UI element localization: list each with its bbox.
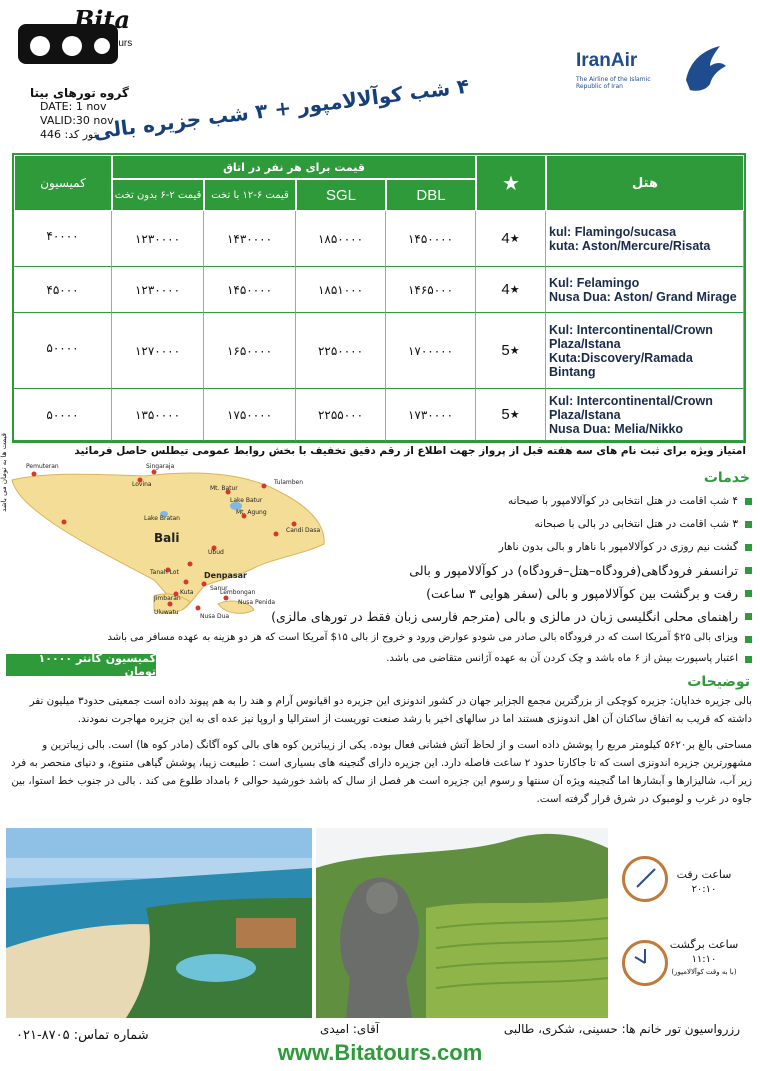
description-title: توضیحات <box>687 674 750 690</box>
map-label: Jimbaran <box>154 595 181 602</box>
row-4-hotel-line-3: Nusa Dua: Melia/Nikko <box>549 421 684 436</box>
table-row-2-dbl: ۱۴۶۵۰۰۰ <box>386 267 476 313</box>
header-sgl: SGL <box>296 179 386 211</box>
row-4-hotel-line-2: Plaza/Istana <box>549 407 621 422</box>
row-3-star-count: 5 <box>501 342 510 359</box>
table-row-4-stars <box>476 389 546 441</box>
map-label: Candi Dasa <box>286 527 321 534</box>
tour-valid: VALID:30 nov <box>40 114 114 127</box>
page-title: ۴ شب کوآلالامپور + ۳ شب جزیره بالی <box>91 73 471 144</box>
row-4-star-count: 5 <box>501 406 510 423</box>
bita-logo-text: Bita <box>74 6 131 34</box>
table-row-3-dbl: ۱۷۰۰۰۰۰ <box>386 313 476 389</box>
bita-logo-sub: tours <box>110 38 133 49</box>
reservation-mr: آقای: امیدی <box>320 1022 380 1036</box>
website-link[interactable]: www.Bitatours.com <box>277 1040 483 1065</box>
table-row-3-hotel <box>546 313 744 389</box>
iranair-logo <box>572 40 732 100</box>
header-child-nobed: قیمت ۲-۶ بدون تخت <box>112 179 204 211</box>
map-label: Sanur <box>210 585 228 592</box>
map-label: Mt. Agung <box>236 509 267 516</box>
table-row-2-hotel <box>546 267 744 313</box>
table-row-4-child-nobed: ۱۳۵۰۰۰۰ <box>112 389 204 441</box>
services-list <box>240 490 752 628</box>
return-time: ۱۱:۱۰ <box>691 954 717 965</box>
header-price-group: قیمت برای هر نفر در اتاق <box>112 155 476 179</box>
row-1-hotel-line-1: kul: Flamingo/sucasa <box>549 224 677 239</box>
star-icon: ★ <box>509 345 520 357</box>
map-label: Lovina <box>132 481 152 488</box>
map-label: Lake Batur <box>230 497 263 504</box>
table-row-4-sgl: ۲۲۵۵۰۰۰ <box>296 389 386 441</box>
header-child-bed: قیمت ۶-۱۲ با تخت <box>204 179 296 211</box>
airline-name: IranAir <box>576 50 638 71</box>
table-row-2-sgl: ۱۸۵۱۰۰۰ <box>296 267 386 313</box>
currency-note <box>0 345 12 512</box>
table-row-1-commission: ۴۰۰۰۰ <box>14 211 112 267</box>
table-row-1-stars <box>476 211 546 267</box>
header-hotel: هتل <box>546 155 744 211</box>
service-item: ترانسفر فرودگاهی(فرودگاه–هتل–فرودگاه) در کوآلالامپور و بالی <box>240 559 752 582</box>
commission-badge: کمیسیون کانتر ۱۰۰۰۰ تومان <box>6 654 156 676</box>
table-row-3-commission: ۵۰۰۰۰ <box>14 313 112 389</box>
services-title: خدمات <box>703 470 750 486</box>
row-3-hotel-line-3: Kuta:Discovery/Ramada <box>549 350 693 365</box>
star-icon: ★ <box>509 284 520 296</box>
service-item: ویزای بالی ۲۵$ آمریکا است که در فرودگاه بالی صادر می شودو عوارض ورود و خروج از بالی ۱۵$ آمریکا است که هر دو هزینه به عهده مسافر می باشد <box>8 628 752 648</box>
description-body <box>8 692 752 808</box>
beach-photo <box>6 828 312 1018</box>
service-item: اعتبار پاسپورت بیش از ۶ ماه باشد و چک کردن آن به عهده آژانس متقاضی می باشد. <box>152 648 752 670</box>
map-label: Singaraja <box>146 463 175 470</box>
tour-code: تور کد: 446 <box>40 128 97 141</box>
return-note: (با به وقت کوآلالامپور) <box>671 968 737 976</box>
description-paragraph: مساحتی بالغ بر۵۶۲۰ کیلومتر مربع را پوشش داده است و از لحاظ آتش فشانی فعال بوده. یکی از زیباترین کوه های بالی کوه آگانگ (مادر کوه ها) است. بالی زیباترین و مشهورترین جزیره اندونزی است که تا جاکارتا حدود ۲ ساعت فاصله دارد. این جزیره دارای گنجینه های بسیاری است : طبیعت زیبا، پوشش گیاهی متنوع، و دنیای منحصر به فرد زیر آب، شالیزارها و آبشارها اما گنجینه ویژه آن سنتها و رسوم این جزیره است هر فصل از سال که باشد خورشید حوالی ۶ بامداد طلوع می کند . بالی در جنوب خط استوا، بین جاوه در غرب و لومبوک در شرق قرار گرفته است. <box>10 739 752 805</box>
currency-note-text: قیمت ها به تومان می باشد <box>0 433 8 512</box>
table-row-2-child-bed: ۱۴۵۰۰۰۰ <box>204 267 296 313</box>
table-row-4-hotel <box>546 389 744 441</box>
homa-bird-icon <box>680 40 730 96</box>
table-row-2-stars <box>476 267 546 313</box>
row-2-hotel-line-1: Kul: Felamingo <box>549 275 640 290</box>
table-row-2-commission: ۴۵۰۰۰ <box>14 267 112 313</box>
star-icon: ★ <box>509 233 520 245</box>
tour-date: DATE: 1 nov <box>40 100 107 113</box>
service-item: راهنمای محلی انگلیسی زبان در مالزی و بالی (مترجم فارسی زبان فقط در تورهای مالزی) <box>240 605 752 628</box>
table-row-3-child-nobed: ۱۲۷۰۰۰۰ <box>112 313 204 389</box>
return-label: ساعت برگشت <box>669 938 739 951</box>
map-label: Nusa Dua <box>200 613 230 620</box>
map-label: Pemuteran <box>26 463 59 470</box>
map-label: Nusa Penida <box>238 599 276 606</box>
price-table <box>12 153 746 443</box>
header-dbl: DBL <box>386 179 476 211</box>
row-1-hotel-line-2: kuta: Aston/Mercure/Risata <box>549 238 711 253</box>
table-row-1-child-bed: ۱۴۳۰۰۰۰ <box>204 211 296 267</box>
row-2-hotel-line-2: Nusa Dua: Aston/ Grand Mirage <box>549 289 737 304</box>
map-label: Uluwatu <box>154 609 179 616</box>
table-row-4-commission: ۵۰۰۰۰ <box>14 389 112 441</box>
table-row-3-stars <box>476 313 546 389</box>
row-1-star-count: 4 <box>501 230 510 247</box>
service-item: گشت نیم روزی در کوآلالامپور با ناهار و بالی بدون ناهار <box>240 536 752 559</box>
table-row-2-child-nobed: ۱۲۳۰۰۰۰ <box>112 267 204 313</box>
map-label: Lembongan <box>220 589 256 596</box>
contact-phone: شماره تماس: ۸۷۰۵-۰۲۱ <box>16 1028 149 1043</box>
star-icon: ★ <box>509 409 520 421</box>
map-label: Denpasar <box>204 571 247 580</box>
depart-label: ساعت رفت <box>676 868 732 881</box>
table-row-1-hotel <box>546 211 744 267</box>
bita-logo <box>14 6 144 82</box>
map-label: Lake Bratan <box>144 515 180 522</box>
depart-time: ۲۰:۱۰ <box>691 884 717 895</box>
airline-tagline: The Airline of the Islamic Republic of Iran <box>576 76 651 90</box>
temple-photo <box>316 828 608 1018</box>
table-row-1-sgl: ۱۸۵۰۰۰۰ <box>296 211 386 267</box>
map-label: Kuta <box>180 589 194 596</box>
description-paragraph: بالی جزیره خدایان: جزیره کوچکی از بزرگترین مجمع الجزایر جهان در کشور اندونزی این جزیره دو اقیانوس آرام و هند را به هم پیوند داده است جمعیتی حدود۳ میلیون نفر داشته که قریب به اتفاق ساکنان آن اهل اندونزی هستند اما در سالهای اخیر با رشد صنعت توریست از استرالیا و اروپا نیز عده ای به این جزیره مهاجرت نمودند. <box>29 695 752 725</box>
map-label: Ubud <box>208 549 224 556</box>
map-island-label: Bali <box>154 531 180 545</box>
service-item: ۴ شب اقامت در هتل انتخابی در کوآلالامپور با صبحانه <box>240 490 752 513</box>
promo-note: امتیاز ویژه برای ثبت نام های سه هفته قبل از پرواز جهت اطلاع از رقم دقیق تخفیف با بخش روابط عمومی تیطلس حاصل فرمائید <box>74 445 746 457</box>
service-item: رفت و برگشت بین کوآلالامپور و بالی (سفر هوایی ۳ ساعت) <box>240 582 752 605</box>
map-label: Tanah Lot <box>150 569 179 576</box>
map-label: Tulamben <box>274 479 304 486</box>
table-row-3-child-bed: ۱۶۵۰۰۰۰ <box>204 313 296 389</box>
table-row-3-sgl: ۲۲۵۰۰۰۰ <box>296 313 386 389</box>
table-row-4-child-bed: ۱۷۵۰۰۰۰ <box>204 389 296 441</box>
map-label: Mt. Batur <box>210 485 238 492</box>
service-item: ۳ شب اقامت در هتل انتخابی در بالی با صبحانه <box>240 513 752 536</box>
row-3-hotel-line-2: Plaza/Istana <box>549 336 621 351</box>
row-3-hotel-line-1: Kul: Intercontinental/Crown <box>549 322 713 337</box>
header-star: ★ <box>476 155 546 211</box>
row-2-star-count: 4 <box>501 281 510 298</box>
table-row-1-child-nobed: ۱۲۳۰۰۰۰ <box>112 211 204 267</box>
table-row-1-dbl: ۱۴۵۰۰۰۰ <box>386 211 476 267</box>
row-3-hotel-line-4: Bintang <box>549 364 596 379</box>
reservation-contacts: رزرواسیون تور خانم ها: حسینی، شکری، طالبی <box>503 1022 740 1036</box>
header-commission: کمیسیون <box>14 155 112 211</box>
table-row-4-dbl: ۱۷۳۰۰۰۰ <box>386 389 476 441</box>
row-4-hotel-line-1: Kul: Intercontinental/Crown <box>549 393 713 408</box>
agency-name: گروه تورهای بیتا <box>30 86 129 100</box>
